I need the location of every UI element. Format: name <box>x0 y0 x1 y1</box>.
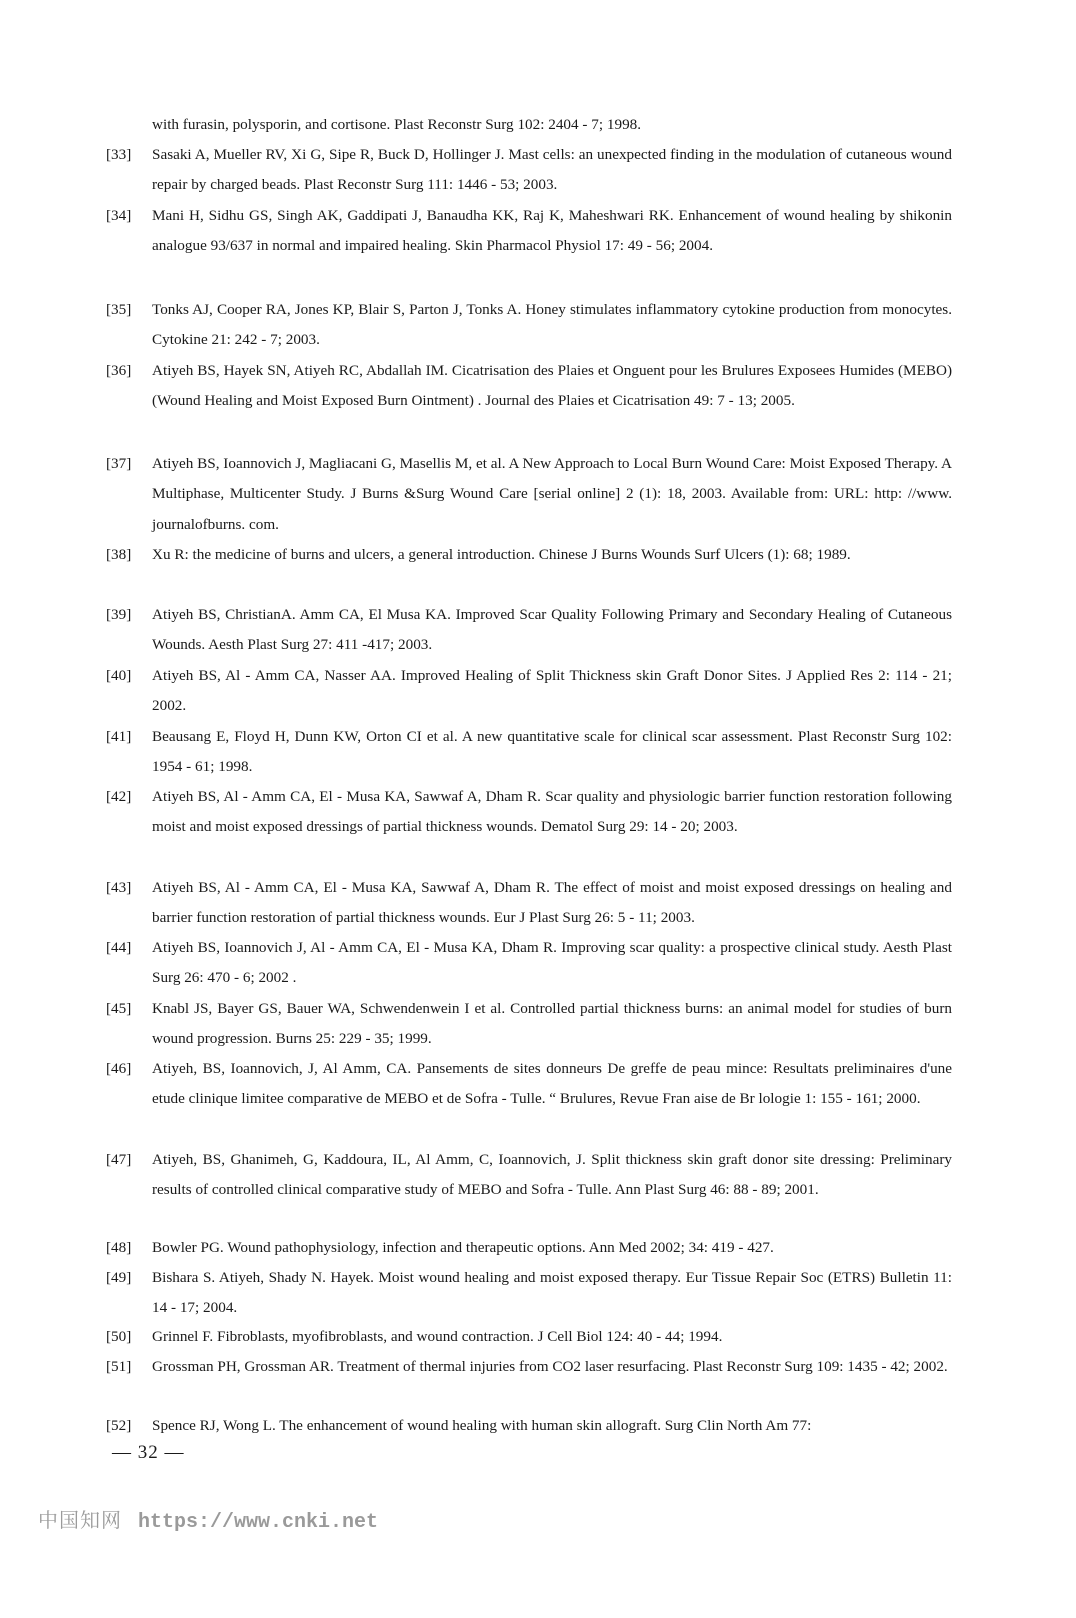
reference-35 <box>106 295 952 356</box>
reference-number: [40] <box>106 667 132 684</box>
reference-number: [41] <box>106 728 132 745</box>
reference-text: Bowler PG. Wound pathophysiology, infection and therapeutic options. Ann Med 2002; 34: 419 - 427. <box>152 1239 774 1256</box>
reference-51 <box>106 1352 952 1382</box>
reference-text: with furasin, polysporin, and cortisone. Plast Reconstr Surg 102: 2404 - 7; 1998. <box>152 116 642 133</box>
reference-text: Sasaki A, Mueller RV, Xi G, Sipe R, Buck D, Hollinger J. Mast cells: an unexpected finding in the modulation of cutaneous wound repair by charged beads. Plast Reconstr Surg 111: 1446 - 53; 2003. <box>152 146 952 194</box>
reference-41 <box>106 722 952 783</box>
reference-number: [48] <box>106 1239 132 1256</box>
reference-number: [33] <box>106 146 132 163</box>
reference-number: [43] <box>106 879 132 896</box>
reference-number: [34] <box>106 207 132 224</box>
reference-continuation <box>152 110 952 140</box>
reference-33 <box>106 140 952 201</box>
reference-50 <box>106 1322 952 1352</box>
reference-text: Spence RJ, Wong L. The enhancement of wound healing with human skin allograft. Surg Clin North Am 77: <box>152 1417 812 1434</box>
reference-46 <box>106 1054 952 1115</box>
reference-text: Atiyeh, BS, Ghanimeh, G, Kaddoura, IL, Al Amm, C, Ioannovich, J. Split thickness skin graft donor site dressing: Preliminary results of controlled clinical comparative study of MEBO and Sofra - Tulle. Ann Plast Surg 46: 88 - 89; 2001. <box>152 1151 952 1199</box>
reference-text: Atiyeh BS, Al - Amm CA, El - Musa KA, Sawwaf A, Dham R. The effect of moist and moist exposed dressings on healing and barrier function restoration of partial thickness wounds. Eur J Plast Surg 26: 5 - 11; 2003. <box>152 879 952 927</box>
reference-49 <box>106 1263 952 1324</box>
reference-text: Atiyeh BS, Al - Amm CA, Nasser AA. Improved Healing of Split Thickness skin Graft Donor Sites. J Applied Res 2: 114 - 21; 2002. <box>152 667 952 715</box>
reference-number: [35] <box>106 301 132 318</box>
footer-watermark <box>38 1504 378 1534</box>
reference-number: [51] <box>106 1358 132 1375</box>
reference-text: Tonks AJ, Cooper RA, Jones KP, Blair S, Parton J, Tonks A. Honey stimulates inflammatory cytokine production from monocytes. Cytokine 21: 242 - 7; 2003. <box>152 301 952 349</box>
reference-text: Beausang E, Floyd H, Dunn KW, Orton CI et al. A new quantitative scale for clinical scar assessment. Plast Reconstr Surg 102: 1954 - 61; 1998. <box>152 728 952 776</box>
reference-39 <box>106 600 952 661</box>
footer-url: https://www.cnki.net <box>138 1511 379 1534</box>
reference-44 <box>106 933 952 994</box>
reference-number: [36] <box>106 362 132 379</box>
reference-text: Grossman PH, Grossman AR. Treatment of thermal injuries from CO2 laser resurfacing. Plast Reconstr Surg 109: 1435 - 42; 2002. <box>152 1358 948 1375</box>
reference-text: Atiyeh BS, Ioannovich J, Magliacani G, Masellis M, et al. A New Approach to Local Burn Wound Care: Moist Exposed Therapy. A Multiphase, Multicenter Study. J Burns &Surg Wound Care [serial online] 2 (1): 18, 2003. Available from: URL: http: //www. journalofburns. com. <box>152 455 952 533</box>
reference-number: [37] <box>106 455 132 472</box>
reference-text: Atiyeh BS, Ioannovich J, Al - Amm CA, El - Musa KA, Dham R. Improving scar quality: a prospective clinical study. Aesth Plast Surg 26: 470 - 6; 2002 . <box>152 939 952 987</box>
reference-52 <box>106 1411 952 1441</box>
reference-number: [49] <box>106 1269 132 1286</box>
reference-text: Atiyeh BS, Al - Amm CA, El - Musa KA, Sawwaf A, Dham R. Scar quality and physiologic barrier function restoration following moist and moist exposed dressings of partial thickness wounds. Dematol Surg 29: 14 - 20; 2003. <box>152 788 952 836</box>
reference-text: Bishara S. Atiyeh, Shady N. Hayek. Moist wound healing and moist exposed therapy. Eur Tissue Repair Soc (ETRS) Bulletin 11: 14 - 17; 2004. <box>152 1269 952 1317</box>
reference-text: Grinnel F. Fibroblasts, myofibroblasts, and wound contraction. J Cell Biol 124: 40 - 44; 1994. <box>152 1328 723 1345</box>
reference-text: Atiyeh BS, ChristianA. Amm CA, El Musa KA. Improved Scar Quality Following Primary and Secondary Healing of Cutaneous Wounds. Aesth Plast Surg 27: 411 -417; 2003. <box>152 606 952 654</box>
reference-text: Knabl JS, Bayer GS, Bauer WA, Schwendenwein I et al. Controlled partial thickness burns: an animal model for studies of burn wound progression. Burns 25: 229 - 35; 1999. <box>152 1000 952 1048</box>
reference-number: [38] <box>106 546 132 563</box>
reference-number: [42] <box>106 788 132 805</box>
reference-number: [52] <box>106 1417 132 1434</box>
reference-38 <box>106 540 952 570</box>
reference-37 <box>106 449 952 540</box>
reference-text: Xu R: the medicine of burns and ulcers, a general introduction. Chinese J Burns Wounds Surf Ulcers (1): 68; 1989. <box>152 546 851 563</box>
reference-47 <box>106 1145 952 1206</box>
reference-text: Mani H, Sidhu GS, Singh AK, Gaddipati J, Banaudha KK, Raj K, Maheshwari RK. Enhancement of wound healing by shikonin analogue 93/637 in normal and impaired healing. Skin Pharmacol Physiol 17: 49 - 56; 2004. <box>152 207 952 255</box>
reference-45 <box>106 994 952 1055</box>
page-number: — 32 — <box>112 1442 185 1463</box>
reference-number: [44] <box>106 939 132 956</box>
reference-42 <box>106 782 952 843</box>
reference-number: [45] <box>106 1000 132 1017</box>
reference-number: [50] <box>106 1328 132 1345</box>
reference-36 <box>106 356 952 417</box>
reference-text: Atiyeh BS, Hayek SN, Atiyeh RC, Abdallah IM. Cicatrisation des Plaies et Onguent pour les Brulures Exposees Humides (MEBO) (Wound Healing and Moist Exposed Burn Ointment) . Journal des Plaies et Cicatrisation 49: 7 - 13; 2005. <box>152 362 952 410</box>
reference-48 <box>106 1233 952 1263</box>
reference-number: [46] <box>106 1060 132 1077</box>
reference-number: [47] <box>106 1151 132 1168</box>
reference-34 <box>106 201 952 262</box>
footer-site-name: 中国知网 <box>38 1508 122 1532</box>
reference-40 <box>106 661 952 722</box>
reference-text: Atiyeh, BS, Ioannovich, J, Al Amm, CA. Pansements de sites donneurs De greffe de peau mince: Resultats preliminaires d'une etude clinique limitee comparative de MEBO et de Sofra - Tulle. “ Brulures, Revue Fran aise de Br lologie 1: 155 - 161; 2000. <box>152 1060 952 1108</box>
reference-43 <box>106 873 952 934</box>
reference-number: [39] <box>106 606 132 623</box>
